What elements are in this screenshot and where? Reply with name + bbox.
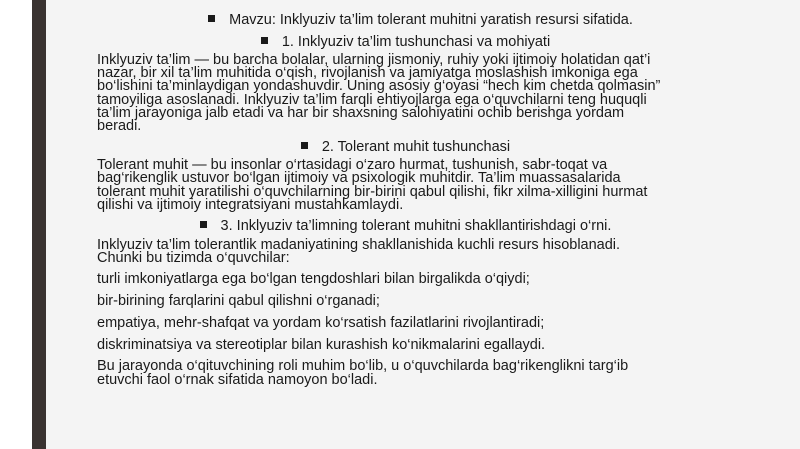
topic-heading-text: Mavzu: Inklyuziv ta’lim tolerant muhitni yaratish resursi sifatida. <box>229 12 633 28</box>
paragraph-line: bag‘rikenglik ustuvor bo‘lgan ijtimoiy va psixologik muhitdir. Ta’lim muassasalarida <box>97 170 621 187</box>
paragraph-line: qilishi va ijtimoiy integratsiyani mustahkamlaydi. <box>97 196 404 213</box>
section-heading-3-text: 3. Inklyuziv ta’limning tolerant muhitni shakllantirishdagi o‘rni. <box>220 218 612 235</box>
square-bullet-icon <box>261 37 268 44</box>
list-item: bir-birining farqlarini qabul qilishni o‘rganadi; <box>97 293 380 310</box>
paragraph-line: tolerant muhit yaratilishi o‘quvchilarning bir-birini qabul qilishi, fikr xilma-xilligini hurmat <box>97 183 648 200</box>
paragraph-line: Bu jarayonda o‘qituvchining roli muhim bo‘lib, u o‘quvchilarda bag‘rikenglikni targ‘ib <box>97 358 629 375</box>
section-heading-1-text: 1. Inklyuziv ta’lim tushunchasi va mohiyati <box>281 34 551 50</box>
paragraph-role-of-inclusion <box>97 239 714 265</box>
closing-paragraph <box>97 360 714 386</box>
paragraph-line: nazar, bir xil ta’lim muhitida o‘qish, rivojlanish va jamiyatga moslashish imkoniga ega <box>97 65 638 82</box>
square-bullet-icon <box>208 15 215 22</box>
list-item: diskriminatsiya va stereotiplar bilan kurashish ko‘nikmalarini egallaydi. <box>97 337 546 354</box>
list-item: turli imkoniyatlarga ega bo‘lgan tengdoshlari bilan birgalikda o‘qiydi; <box>97 271 530 288</box>
square-bullet-icon <box>200 221 207 228</box>
section-heading-2 <box>97 137 714 157</box>
section-heading-3 <box>97 216 714 236</box>
paragraph-tolerant-environment <box>97 159 714 212</box>
section-heading-2-text: 2. Tolerant muhit tushunchasi <box>321 139 511 156</box>
paragraph-line: beradi. <box>97 118 142 135</box>
paragraph-line: bo‘lishini ta’minlaydigan yondashuvdir. Uning asosiy g‘oyasi “hech kim chetda qolmasin” <box>97 78 661 95</box>
paragraph-line: Inklyuziv ta’lim — bu barcha bolalar, ularning jismoniy, ruhiy yoki ijtimoiy holatidan qat’i <box>97 52 651 68</box>
section-heading-1 <box>97 32 714 52</box>
paragraph-line: etuvchi faol o‘rnak sifatida namoyon bo‘ladi. <box>97 371 378 388</box>
paragraph-line: tamoyiliga asoslanadi. Inklyuziv ta’lim farqli ehtiyojlarga ega o‘quvchilarni teng huquqli <box>97 91 647 108</box>
paragraph-line: Tolerant muhit — bu insonlar o‘rtasidagi o‘zaro hurmat, tushunish, sabr-toqat va <box>97 157 608 174</box>
slide-content <box>97 10 714 391</box>
paragraph-inclusive-education <box>97 54 714 133</box>
paragraph-line: Chunki bu tizimda o‘quvchilar: <box>97 250 290 267</box>
topic-heading <box>127 10 714 30</box>
square-bullet-icon <box>301 142 308 149</box>
paragraph-line: ta’lim jarayoniga jalb etadi va har bir shaxsning salohiyatini ochib berishga yordam <box>97 104 625 121</box>
paragraph-line: Inklyuziv ta’lim tolerantlik madaniyatining shakllanishida kuchli resurs hisoblanadi. <box>97 237 621 254</box>
list-item: empatiya, mehr-shafqat va yordam ko‘rsatish fazilatlarini rivojlantiradi; <box>97 315 545 332</box>
left-accent-bar <box>32 0 46 449</box>
left-margin <box>0 0 32 449</box>
